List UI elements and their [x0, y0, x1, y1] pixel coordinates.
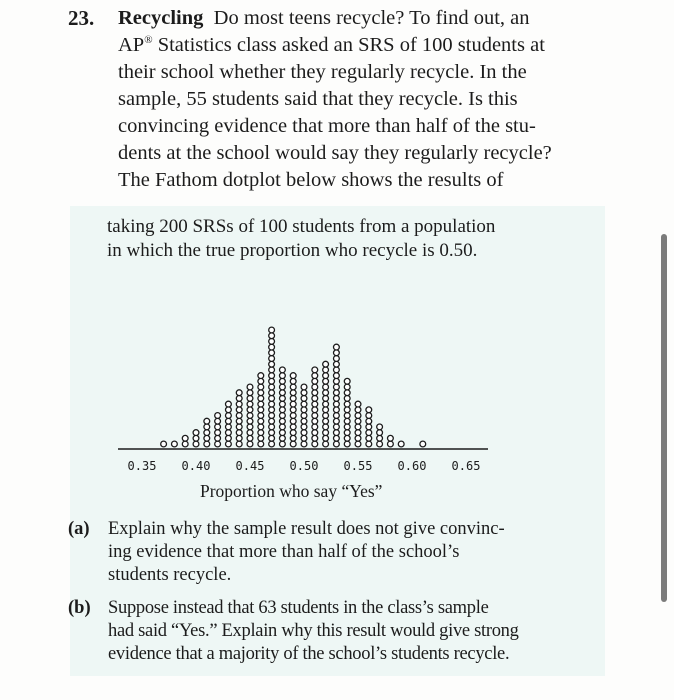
- data-dot: [193, 435, 199, 441]
- data-dot: [226, 435, 232, 441]
- data-dot: [388, 441, 394, 447]
- data-dot: [355, 441, 361, 447]
- data-dot: [258, 418, 264, 424]
- data-dot: [236, 418, 242, 424]
- data-dot: [334, 356, 340, 362]
- data-dot: [323, 413, 329, 419]
- data-dot: [204, 441, 210, 447]
- data-dot: [377, 435, 383, 441]
- data-dot: [204, 418, 210, 424]
- data-dot: [280, 441, 286, 447]
- data-dot: [269, 390, 275, 396]
- data-dot: [420, 441, 426, 447]
- data-dot: [247, 430, 253, 436]
- data-dot: [247, 418, 253, 424]
- data-dot: [247, 384, 253, 390]
- data-dot: [344, 401, 350, 407]
- data-dot: [269, 435, 275, 441]
- data-dot: [334, 413, 340, 419]
- data-dot: [290, 390, 296, 396]
- data-dot: [269, 373, 275, 379]
- data-dot: [323, 441, 329, 447]
- data-dot: [236, 407, 242, 413]
- data-dot: [258, 441, 264, 447]
- data-dot: [280, 430, 286, 436]
- data-dot: [312, 384, 318, 390]
- data-dot: [355, 413, 361, 419]
- data-dot: [269, 339, 275, 345]
- x-tick-label: 0.60: [397, 459, 427, 473]
- data-dot: [334, 344, 340, 350]
- question-a-label: (a): [68, 519, 90, 539]
- data-dot: [323, 373, 329, 379]
- data-dot: [366, 424, 372, 430]
- dotplot-chart: [118, 272, 498, 480]
- data-dot: [366, 413, 372, 419]
- data-dot: [312, 390, 318, 396]
- data-dot: [269, 424, 275, 430]
- data-dot: [215, 441, 221, 447]
- data-dot: [258, 430, 264, 436]
- data-dot: [334, 418, 340, 424]
- data-dot: [269, 361, 275, 367]
- data-dot: [280, 407, 286, 413]
- data-dot: [258, 384, 264, 390]
- data-dot: [269, 344, 275, 350]
- data-dot: [366, 418, 372, 424]
- question-b-label: (b): [68, 598, 91, 618]
- x-axis-title: Proportion who say “Yes”: [200, 481, 383, 501]
- data-dot: [258, 396, 264, 402]
- data-dot: [215, 430, 221, 436]
- data-dot: [204, 424, 210, 430]
- data-dot: [258, 378, 264, 384]
- data-dot: [236, 413, 242, 419]
- question-a-line: ing evidence that more than half of the school’s: [108, 542, 460, 562]
- data-dot: [280, 396, 286, 402]
- data-dot: [269, 401, 275, 407]
- data-dot: [312, 396, 318, 402]
- problem-text-line: dents at the school would say they regularly recycle?: [118, 142, 552, 164]
- problem-number: 23.: [68, 6, 95, 30]
- data-dot: [301, 384, 307, 390]
- data-dot: [280, 367, 286, 373]
- data-dot: [366, 430, 372, 436]
- data-dot: [334, 378, 340, 384]
- problem-text-line: The Fathom dotplot below shows the results of: [118, 169, 504, 191]
- continuation-line: taking 200 SRSs of 100 students from a population: [107, 216, 496, 237]
- data-dot: [182, 435, 188, 441]
- data-dot: [312, 424, 318, 430]
- data-dot: [301, 435, 307, 441]
- data-dot: [377, 430, 383, 436]
- continuation-line: in which the true proportion who recycle is 0.50.: [107, 240, 478, 261]
- data-dot: [344, 407, 350, 413]
- data-dot: [323, 390, 329, 396]
- data-dot: [334, 407, 340, 413]
- data-dot: [334, 430, 340, 436]
- data-dot: [193, 441, 199, 447]
- data-dot: [280, 418, 286, 424]
- data-dot: [344, 424, 350, 430]
- data-dot: [323, 424, 329, 430]
- data-dot: [355, 435, 361, 441]
- data-dot: [312, 430, 318, 436]
- problem-text-line: Statistics class asked an SRS of 100 students at: [157, 34, 545, 56]
- x-tick-label: 0.35: [127, 459, 157, 473]
- problem-text-line: their school whether they regularly recycle. In the: [118, 61, 527, 83]
- data-dot: [290, 407, 296, 413]
- data-dot: [290, 373, 296, 379]
- data-dot: [290, 378, 296, 384]
- data-dot: [226, 441, 232, 447]
- question-a-line: students recycle.: [108, 565, 232, 585]
- data-dot: [247, 435, 253, 441]
- data-dot: [280, 424, 286, 430]
- data-dot: [301, 407, 307, 413]
- data-dot: [312, 407, 318, 413]
- data-dot: [344, 441, 350, 447]
- question-b-line: evidence that a majority of the school’s students recycle.: [108, 644, 510, 664]
- data-dot: [269, 333, 275, 339]
- data-dot: [323, 435, 329, 441]
- data-dot: [312, 418, 318, 424]
- data-dot: [334, 424, 340, 430]
- data-dot: [269, 407, 275, 413]
- data-dot: [269, 396, 275, 402]
- data-dot: [344, 384, 350, 390]
- data-dot: [301, 418, 307, 424]
- data-dot: [193, 430, 199, 436]
- data-dot: [269, 367, 275, 373]
- data-dot: [312, 378, 318, 384]
- problem-title: Recycling: [118, 7, 204, 29]
- data-dot: [334, 350, 340, 356]
- x-tick-label: 0.40: [181, 459, 211, 473]
- data-dot: [226, 407, 232, 413]
- data-dot: [334, 441, 340, 447]
- data-dot: [290, 418, 296, 424]
- data-dot: [377, 424, 383, 430]
- data-dot: [323, 361, 329, 367]
- ap-label: AP: [118, 34, 145, 56]
- data-dot: [323, 367, 329, 373]
- data-dot: [355, 407, 361, 413]
- data-dot: [280, 435, 286, 441]
- data-dot: [258, 407, 264, 413]
- data-dot: [236, 430, 242, 436]
- data-dot: [269, 384, 275, 390]
- data-dot: [280, 384, 286, 390]
- data-dot: [355, 418, 361, 424]
- data-dot: [323, 384, 329, 390]
- data-dot: [334, 396, 340, 402]
- data-dot: [377, 441, 383, 447]
- data-dot: [215, 413, 221, 419]
- data-dot: [398, 441, 404, 447]
- data-dot: [344, 378, 350, 384]
- data-dot: [280, 378, 286, 384]
- data-dot: [344, 390, 350, 396]
- data-dot: [301, 430, 307, 436]
- data-dot: [290, 384, 296, 390]
- question-b-line: had said “Yes.” Explain why this result would give strong: [108, 621, 519, 641]
- data-dot: [334, 361, 340, 367]
- data-dot: [215, 418, 221, 424]
- data-dot: [290, 441, 296, 447]
- problem-line-2: [118, 33, 545, 57]
- data-dot: [226, 401, 232, 407]
- data-dot: [301, 396, 307, 402]
- data-dot: [269, 356, 275, 362]
- data-dot: [334, 384, 340, 390]
- data-dot: [258, 424, 264, 430]
- data-dot: [247, 441, 253, 447]
- data-dot: [269, 441, 275, 447]
- data-dot: [280, 413, 286, 419]
- data-dot: [258, 435, 264, 441]
- data-dot: [290, 435, 296, 441]
- data-dot: [269, 418, 275, 424]
- data-dot: [301, 441, 307, 447]
- data-dot: [161, 441, 167, 447]
- data-dot: [236, 441, 242, 447]
- problem-text-line: sample, 55 students said that they recycle. Is this: [118, 88, 518, 110]
- data-dot: [334, 401, 340, 407]
- data-dot: [247, 413, 253, 419]
- data-dot: [366, 441, 372, 447]
- data-dot: [312, 401, 318, 407]
- data-dot: [366, 435, 372, 441]
- problem-text-line: convincing evidence that more than half of the stu-: [118, 115, 536, 137]
- data-dot: [280, 401, 286, 407]
- data-dot: [269, 378, 275, 384]
- data-dot: [182, 441, 188, 447]
- data-dot: [258, 413, 264, 419]
- data-dot: [226, 424, 232, 430]
- data-dot: [280, 390, 286, 396]
- data-dot: [226, 418, 232, 424]
- question-b-line: Suppose instead that 63 students in the class’s sample: [108, 598, 489, 618]
- data-dot: [269, 413, 275, 419]
- data-dot: [301, 424, 307, 430]
- data-dot: [334, 435, 340, 441]
- data-dot: [236, 401, 242, 407]
- data-dot: [247, 390, 253, 396]
- data-dot: [280, 373, 286, 379]
- data-dot: [204, 435, 210, 441]
- data-dot: [247, 396, 253, 402]
- data-dot: [344, 396, 350, 402]
- data-dot: [323, 396, 329, 402]
- data-dot: [226, 430, 232, 436]
- data-dot: [366, 407, 372, 413]
- data-dot: [334, 373, 340, 379]
- data-dot: [290, 401, 296, 407]
- data-dot: [269, 350, 275, 356]
- data-dot: [344, 430, 350, 436]
- data-dot: [172, 441, 178, 447]
- data-dot: [247, 407, 253, 413]
- data-dot: [236, 435, 242, 441]
- data-dot: [312, 373, 318, 379]
- registered-mark: ®: [144, 34, 153, 46]
- data-dot: [301, 413, 307, 419]
- data-dot: [247, 401, 253, 407]
- data-dot: [258, 373, 264, 379]
- data-dot: [258, 390, 264, 396]
- data-dot: [312, 441, 318, 447]
- data-dot: [269, 430, 275, 436]
- data-dot: [226, 413, 232, 419]
- data-dot: [269, 327, 275, 333]
- data-dot: [323, 407, 329, 413]
- x-tick-label: 0.50: [289, 459, 319, 473]
- vertical-scrollbar[interactable]: [661, 234, 667, 602]
- data-dot: [344, 413, 350, 419]
- data-dot: [258, 401, 264, 407]
- data-dot: [312, 367, 318, 373]
- data-dot: [290, 424, 296, 430]
- data-dot: [344, 435, 350, 441]
- data-dot: [334, 390, 340, 396]
- data-dot: [355, 430, 361, 436]
- data-dot: [290, 396, 296, 402]
- data-dot: [323, 430, 329, 436]
- data-dot: [323, 401, 329, 407]
- x-tick-label: 0.65: [451, 459, 481, 473]
- data-dot: [236, 424, 242, 430]
- data-dot: [388, 435, 394, 441]
- data-dot: [355, 401, 361, 407]
- data-dot: [301, 401, 307, 407]
- x-tick-label: 0.55: [343, 459, 373, 473]
- data-dot: [312, 413, 318, 419]
- problem-text-line: Do most teens recycle? To find out, an: [213, 7, 530, 29]
- data-dot: [355, 424, 361, 430]
- data-dot: [334, 367, 340, 373]
- data-dot: [301, 390, 307, 396]
- data-dot: [323, 418, 329, 424]
- problem-line-1: [118, 6, 530, 30]
- data-dot: [204, 430, 210, 436]
- data-dot: [236, 396, 242, 402]
- data-dot: [236, 390, 242, 396]
- data-dot: [290, 430, 296, 436]
- data-dot: [323, 378, 329, 384]
- data-dot: [312, 435, 318, 441]
- question-a-line: Explain why the sample result does not give convinc-: [108, 519, 505, 539]
- data-dot: [247, 424, 253, 430]
- data-dot: [290, 413, 296, 419]
- data-dot: [215, 435, 221, 441]
- data-dot: [215, 424, 221, 430]
- x-tick-label: 0.45: [235, 459, 265, 473]
- data-dot: [344, 418, 350, 424]
